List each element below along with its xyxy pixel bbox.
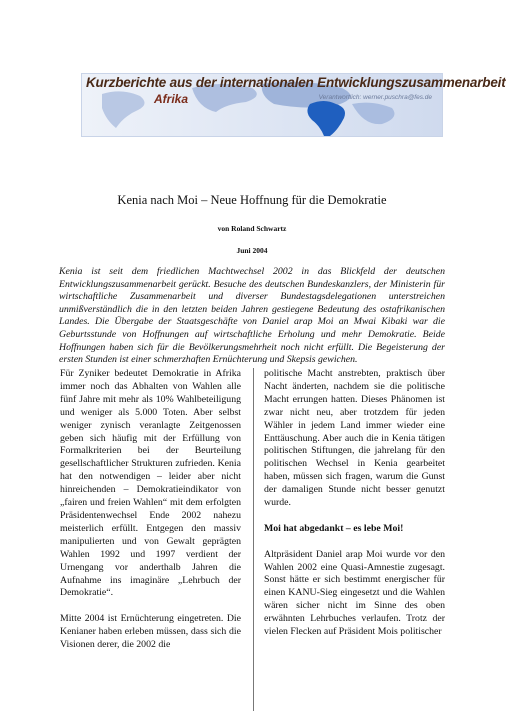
article-abstract: Kenia ist seit dem friedlichen Machtwechsel 2002 in das Blickfeld der deutschen Entwicklungszusammenarbeit gerückt. Besuche des deutschen Bundeskanzlers, der Ministerin für wirtschaftliche Zusammenarbeit und diverser Bundestagsdelegationen unterstreichen unmißverständlich die in den letzten beiden Jahren gestiegene Bedeutung des ostafrikanischen Landes. Die Übergabe der Staatsgeschäfte von Daniel arap Moi an Mwai Kibaki war die Geburtsstunde von Hoffnungen auf wirtschaftliche Erholung und mehr Demokratie. Beide Hoffnungen haben sich für die Bevölkerungsmehrheit noch nicht erfüllt. Die Begeisterung der ersten Stunden ist einer schmerzhaften Ernüchterung und Skepsis gewichen. xyxy=(59,266,445,366)
article-title: Kenia nach Moi – Neue Hoffnung für die Demokratie xyxy=(117,193,387,207)
article-author: von Roland Schwartz xyxy=(217,224,287,233)
right-column xyxy=(264,368,445,652)
paragraph: Altpräsident Daniel arap Moi wurde vor den Wahlen 2002 eine Quasi-Amnestie zugesagt. Sonst hätte er sich bestimmt energischer für einen KANU-Sieg eingesetzt und die Wahlen wären sicher nicht im Sinne des oben erwähnten Lehrbuches verlaufen. Trotz der vielen Flecken auf Präsident Mois politischer xyxy=(264,548,445,638)
section-heading: Moi hat abgedankt – es lebe Moi! xyxy=(264,522,404,534)
paragraph: Für Zyniker bedeutet Demokratie in Afrika immer noch das Abhalten von Wahlen alle fünf Jahre mit mehr als 10% Wahlbeteiligung und weniger als 5.000 Toten. Aber selbst weniger zynisch veranlagte Zeitgenossen geben sich häufig mit der Erfüllung von Formalkriterien bei der Beurteilung gesellschaftlicher Strukturen zufrieden. Kenia hat den notwendigen – leider aber nicht hinreichenden – Demokratieindikator von „fairen und freien Wahlen“ mit dem erfolgten Präsidentenwechsel Ende 2002 nahezu meisterlich erfüllt. Entgegen den massiv manipulierten und von Gewalt geprägten Wahlen 1992 und 1997 verdient der Urnengang vor anderthalb Jahren die Aufnahme ins imaginäre „Lehrbuch der Demokratie“. xyxy=(60,368,241,599)
publication-banner xyxy=(81,73,506,137)
banner-region: Afrika xyxy=(154,92,189,106)
paragraph: politische Macht anstrebten, praktisch über Nacht änderten, nachdem sie die politische Macht errungen hatten. Dieses Phänomen ist zwar nicht neu, aber trotzdem für jeden Wähler in jedem Land immer wieder eine Enttäuschung. Aber auch die in Kenia tätigen politischen Stiftungen, die jahrelang für den politischen Wechsel in Kenia gearbeitet haben, müssen sich fragen, warum die Gunst der damaligen Stunde nicht besser genutzt wurde. xyxy=(264,368,445,509)
banner-contact: Verantwortlich: werner.puschra@fes.de xyxy=(318,94,432,101)
paragraph: Mitte 2004 ist Ernüchterung eingetreten. Die Kenianer haben erleben müssen, dass sich die Visionen derer, die 2002 die xyxy=(60,613,241,651)
left-column xyxy=(60,368,241,665)
banner-title: Kurzberichte aus der internationalen Entwicklungszusammenarbeit xyxy=(86,75,506,90)
article-date: Juni 2004 xyxy=(236,246,268,255)
column-divider xyxy=(253,368,254,711)
